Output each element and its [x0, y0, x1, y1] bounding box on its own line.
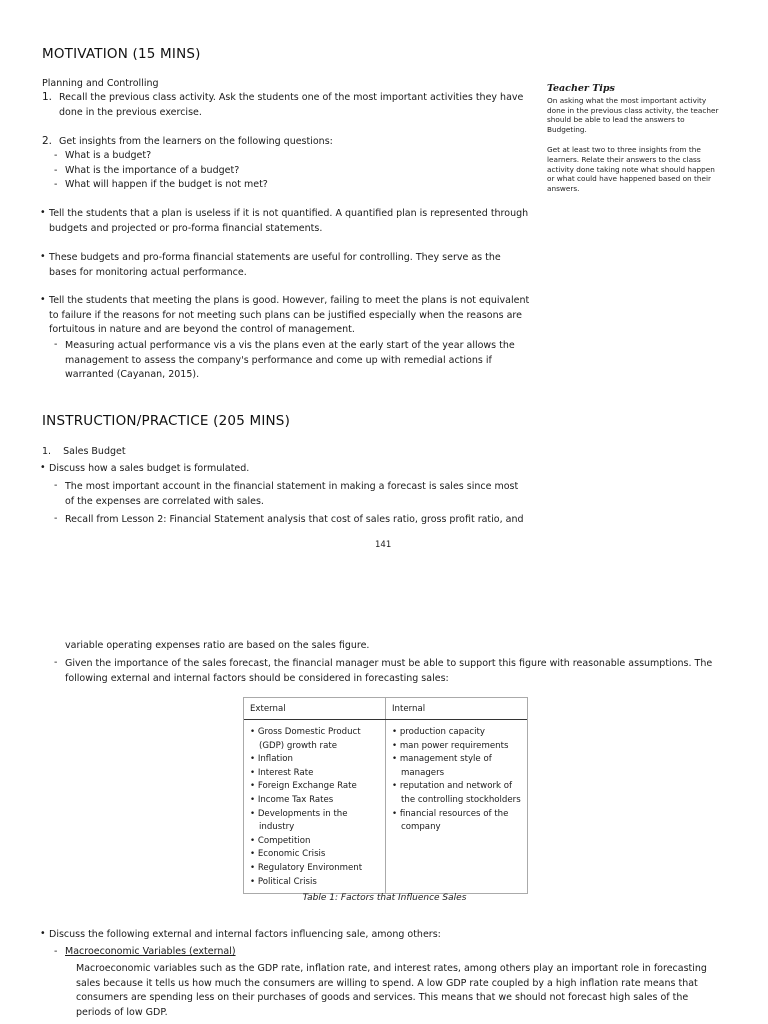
list-item: • Income Tax Rates	[250, 794, 334, 805]
list-item: • management style of managers	[392, 754, 492, 778]
sub-text: Recall from Lesson 2: Financial Statement analysis that cost of sales ratio, gross profit ratio, and	[65, 514, 524, 525]
list-item: • Interest Rate	[250, 767, 314, 778]
list-item: - What is a budget?	[54, 150, 152, 161]
table-header-internal: Internal	[386, 698, 528, 720]
page-number: 141	[375, 540, 392, 550]
instruction-sub-1	[54, 480, 530, 509]
bullet-text: Tell the students that meeting the plans is good. However, failing to meet the plans is not equivalent to failure if the reasons for not meeting such plans can be justified especially when the reasons are fortuitous in nature and are beyond the control of management.	[49, 295, 530, 335]
dash-icon: -	[54, 513, 58, 524]
macro-variables-paragraph: Macroeconomic variables such as the GDP rate, inflation rate, and interest rates, among others play an important role in forecasting sales because it tells us how much the consumers are willing to spend. A low GDP rate coupled by a high inflation rate means that consumers are spending less on their purchases of goods and services. This means that we should not forecast high sales of the periods of low GDP.	[76, 963, 707, 1018]
motivation-subheading: Planning and Controlling	[42, 78, 159, 89]
table-header-external: External	[244, 698, 386, 720]
list-text: Get insights from the learners on the following questions:	[59, 136, 333, 147]
teacher-tips	[547, 83, 722, 193]
list-number: 1.	[42, 91, 53, 103]
list-item: • Regulatory Environment	[250, 862, 363, 873]
bullet-text: Discuss the following external and internal factors influencing sale, among others:	[49, 929, 441, 940]
list-text: Sales Budget	[63, 446, 126, 457]
list-number: 1.	[42, 446, 52, 457]
motivation-item-2	[42, 135, 532, 150]
dash-icon: -	[54, 946, 58, 957]
bullet-icon: •	[40, 251, 46, 262]
bullet-icon: •	[40, 928, 46, 939]
list-item: • Foreign Exchange Rate	[250, 781, 357, 792]
bullet-text: These budgets and pro-forma financial statements are useful for controlling. They serve as the bases for monitoring actual performance.	[49, 252, 501, 278]
list-item: • financial resources of the company	[392, 808, 509, 833]
external-factors-cell	[244, 720, 386, 894]
motivation-sub-3	[54, 339, 524, 383]
sub-title: Macroeconomic Variables (external)	[65, 946, 236, 957]
teacher-tips-para-1: On asking what the most important activity done in the previous class activity, the teacher should be able to lead the answers to Budgeting.	[547, 96, 719, 134]
list-item: - What is the importance of a budget?	[54, 164, 240, 176]
table-caption: Table 1: Factors that Influence Sales	[302, 893, 467, 903]
instruction-sub-3	[54, 657, 718, 686]
external-factors-list	[250, 726, 379, 889]
sub-text: The most important account in the financial statement in making a forecast is sales since most of the expenses are correlated with sales.	[65, 481, 519, 507]
motivation-item-1	[42, 91, 532, 120]
instruction-sub-2	[54, 513, 530, 528]
list-item: • Political Crisis	[250, 876, 317, 887]
bullet-text: Discuss how a sales budget is formulated.	[49, 463, 250, 474]
sub-text: Measuring actual performance vis a vis the plans even at the early start of the year allows the management to assess the company's performance and come up with remedial actions if warranted (Cayanan, 2015).	[65, 340, 515, 380]
bullet-text: Tell the students that a plan is useless if it is not quantified. A quantified plan is represented through budgets and projected or pro-forma financial statements.	[49, 208, 529, 234]
list-item: • Gross Domestic Product (GDP) growth rate	[250, 727, 361, 751]
motivation-bullet-1	[40, 207, 530, 236]
list-item: • Developments in the industry	[250, 808, 348, 833]
motivation-bullet-2	[40, 251, 530, 280]
teacher-tips-para-2: Get at least two to three insights from the learners. Relate their answers to the class activity done taking note what should happen or what could have happened based on their answers.	[547, 145, 715, 193]
sub-text: Given the importance of the sales forecast, the financial manager must be able to support this figure with reasonable assumptions. The following external and internal factors should be considered in forecasting sales:	[65, 658, 713, 684]
internal-factors-list	[392, 726, 521, 835]
instruction-sub-2-continued: variable operating expenses ratio are based on the sales figure.	[65, 640, 370, 651]
list-item: - What will happen if the budget is not met?	[54, 179, 268, 190]
dash-icon: -	[54, 339, 58, 350]
list-number: 2.	[42, 135, 53, 147]
motivation-heading: MOTIVATION (15 MINS)	[42, 46, 201, 62]
instruction-heading: INSTRUCTION/PRACTICE (205 MINS)	[42, 413, 291, 429]
list-item: • Inflation	[250, 754, 293, 765]
instruction-bullet-1	[40, 462, 530, 477]
internal-factors-cell	[386, 720, 528, 894]
bullet-icon: •	[40, 207, 46, 218]
list-item: • Economic Crisis	[250, 849, 326, 860]
question-list	[54, 149, 268, 193]
list-item: • production capacity	[392, 727, 485, 737]
dash-icon: -	[54, 657, 58, 668]
motivation-bullet-3	[40, 294, 532, 338]
list-item: • man power requirements	[392, 740, 509, 751]
dash-icon: -	[54, 480, 58, 491]
bullet-icon: •	[40, 294, 46, 305]
list-item: • Competition	[250, 835, 311, 846]
list-item: • reputation and network of the controlling stockholders	[392, 781, 521, 805]
teacher-tips-title: Teacher Tips	[547, 83, 615, 94]
bottom-bullet	[40, 928, 720, 943]
macro-variables-subheading	[54, 945, 236, 960]
bullet-icon: •	[40, 462, 46, 473]
factors-table	[243, 697, 528, 894]
list-text: Recall the previous class activity. Ask the students one of the most important activities they have done in the previous exercise.	[59, 92, 524, 118]
instruction-item-1	[42, 445, 126, 460]
